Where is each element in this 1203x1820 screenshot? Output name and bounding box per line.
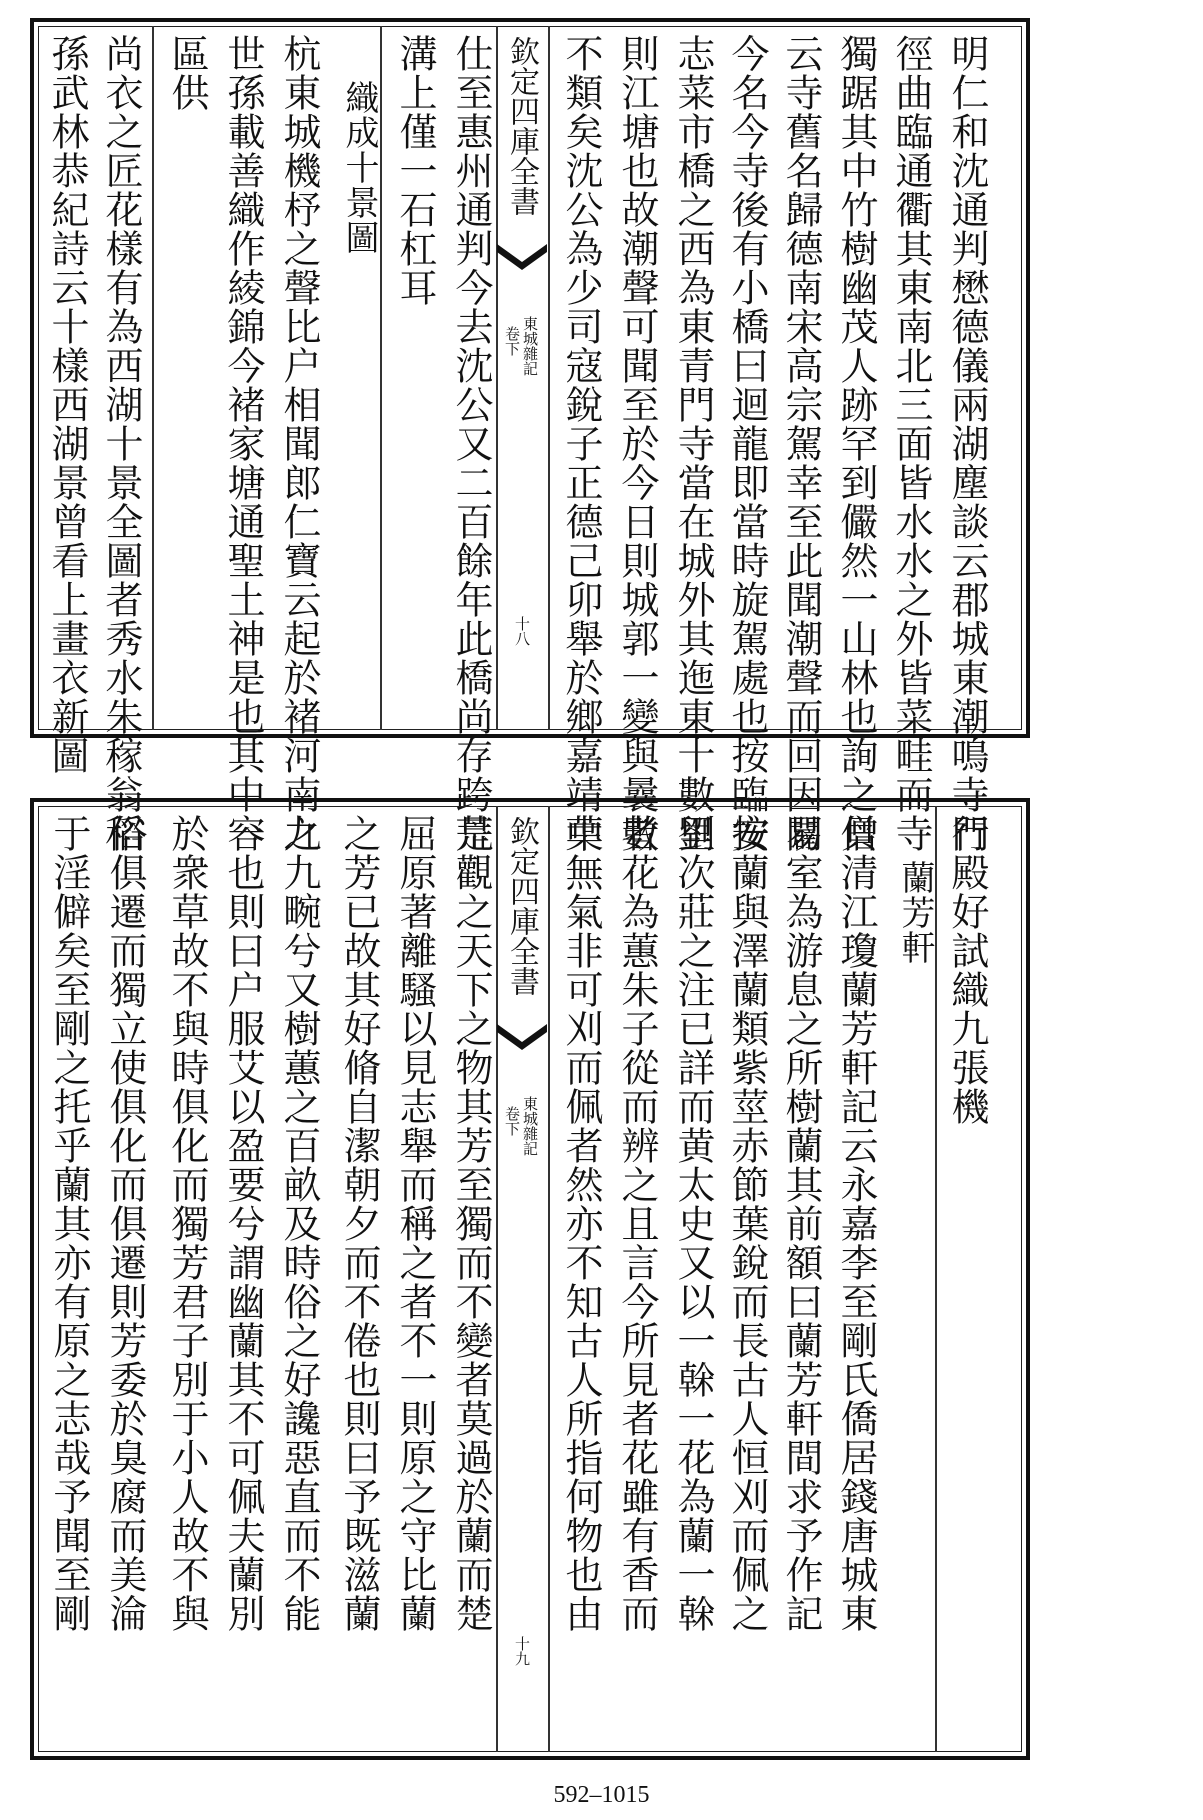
- text-column: 獨踞其中竹樹幽茂人跡罕到儼然一山林也詢之僧: [834, 34, 878, 853]
- text-column: 不類矣沈公為少司寇銳子正德己卯舉於鄉嘉靖中: [559, 34, 603, 853]
- text-column: 徑曲臨通衢其東南北三面皆水水之外皆菜畦而寺: [889, 34, 933, 853]
- text-column: 尚衣之匠花樣有為西湖十景全圖者秀水朱稼翁稻: [99, 34, 143, 853]
- text-column: 行殿好試織九張機: [945, 814, 989, 1126]
- center-strip-border: [548, 26, 550, 730]
- text-column: 仕至惠州通判今去沈公又二百餘年此橋尚存跨荒: [449, 34, 493, 853]
- text-column: 屈原著離騷以見志舉而稱之者不一則原之守比蘭: [393, 814, 437, 1633]
- center-strip-title: 欽定四庫全書: [504, 36, 539, 216]
- center-strip-volume: 卷下: [503, 1106, 521, 1136]
- text-column: 於衆草故不與時俱化而獨芳君子別于小人故不與: [165, 814, 209, 1633]
- text-column: 數花為蕙朱子從而辨之且言今所見者花雖有香而: [615, 814, 659, 1633]
- text-column: 今名今寺後有小橋曰迴龍即當時旋駕處也按臨安: [725, 34, 769, 853]
- text-column: 區供: [165, 34, 209, 112]
- text-column: 世孫載善織作綾錦今褚家塘通聖土神是也其中一: [221, 34, 265, 853]
- center-strip: [496, 806, 548, 1752]
- text-column: 按蘭與澤蘭類紫莖赤節葉銳而長古人恒刈而佩之: [725, 814, 769, 1633]
- text-column: 容也則曰户服艾以盈要兮謂幽蘭其不可佩夫蘭別: [221, 814, 265, 1633]
- center-strip-page: 十九: [513, 1636, 531, 1666]
- bottom-page: [0, 780, 1203, 1760]
- text-column: 劉次莊之注已詳而黄太史又以一榦一花為蘭一榦: [671, 814, 715, 1633]
- center-strip-book: 東城雜記: [521, 1096, 539, 1156]
- text-column: 之芳已故其好脩自潔朝夕而不倦也則曰予既滋蘭: [337, 814, 381, 1633]
- text-column: 云寺舊名歸德南宋高宗駕幸至此聞潮聲而回因易: [779, 34, 823, 853]
- fishtail-icon: [497, 244, 547, 270]
- column-rule: [152, 26, 154, 730]
- center-strip-page: 十八: [513, 616, 531, 646]
- text-column: 則江塘也故潮聲可聞至於今日則城郭一變與曩者: [615, 34, 659, 853]
- center-strip: [496, 26, 548, 730]
- section-heading: 織成十景圖: [339, 80, 379, 255]
- text-column: 之九畹兮又樹蕙之百畝及時俗之好讒惡直而不能: [277, 814, 321, 1633]
- column-rule: [380, 26, 382, 730]
- text-column: 俗俱遷而獨立使俱化而俱遷則芳委於臭腐而美淪: [103, 814, 147, 1633]
- center-strip-title: 欽定四庫全書: [504, 816, 539, 996]
- fishtail-icon: [497, 1024, 547, 1050]
- text-column: 孫武林恭紀詩云十樣西湖景曾看上畫衣新圖: [45, 34, 89, 775]
- text-column: 葉無氣非可刈而佩者然亦不知古人所指何物也由: [559, 814, 603, 1633]
- text-column: 于淫僻矣至剛之托乎蘭其亦有原之志哉予聞至剛: [47, 814, 91, 1633]
- section-heading: 蘭芳軒: [895, 860, 935, 965]
- center-strip-volume: 卷下: [503, 326, 521, 356]
- text-column: 闢室為游息之所樹蘭其前額曰蘭芳軒間求予作記: [779, 814, 823, 1633]
- text-column: 是觀之天下之物其芳至獨而不變者莫過於蘭而楚: [449, 814, 493, 1633]
- center-strip-book: 東城雜記: [521, 316, 539, 376]
- text-column: 杭東城機杼之聲比户相聞郎仁寶云起於褚河南九: [277, 34, 321, 853]
- center-strip-border: [548, 806, 550, 1752]
- text-column: 溝上僅一石杠耳: [393, 34, 437, 307]
- top-page: [0, 0, 1203, 853]
- text-column: 明仁和沈通判懋德儀兩湖塵談云郡城東潮鳴寺門: [945, 34, 989, 853]
- text-column: 志菜市橋之西為東青門寺當在城外其迤東十數里: [671, 34, 715, 853]
- text-column: 貝清江瓊蘭芳軒記云永嘉李至剛氏僑居錢唐城東: [834, 814, 878, 1633]
- page-code: 592–1015: [553, 1782, 650, 1808]
